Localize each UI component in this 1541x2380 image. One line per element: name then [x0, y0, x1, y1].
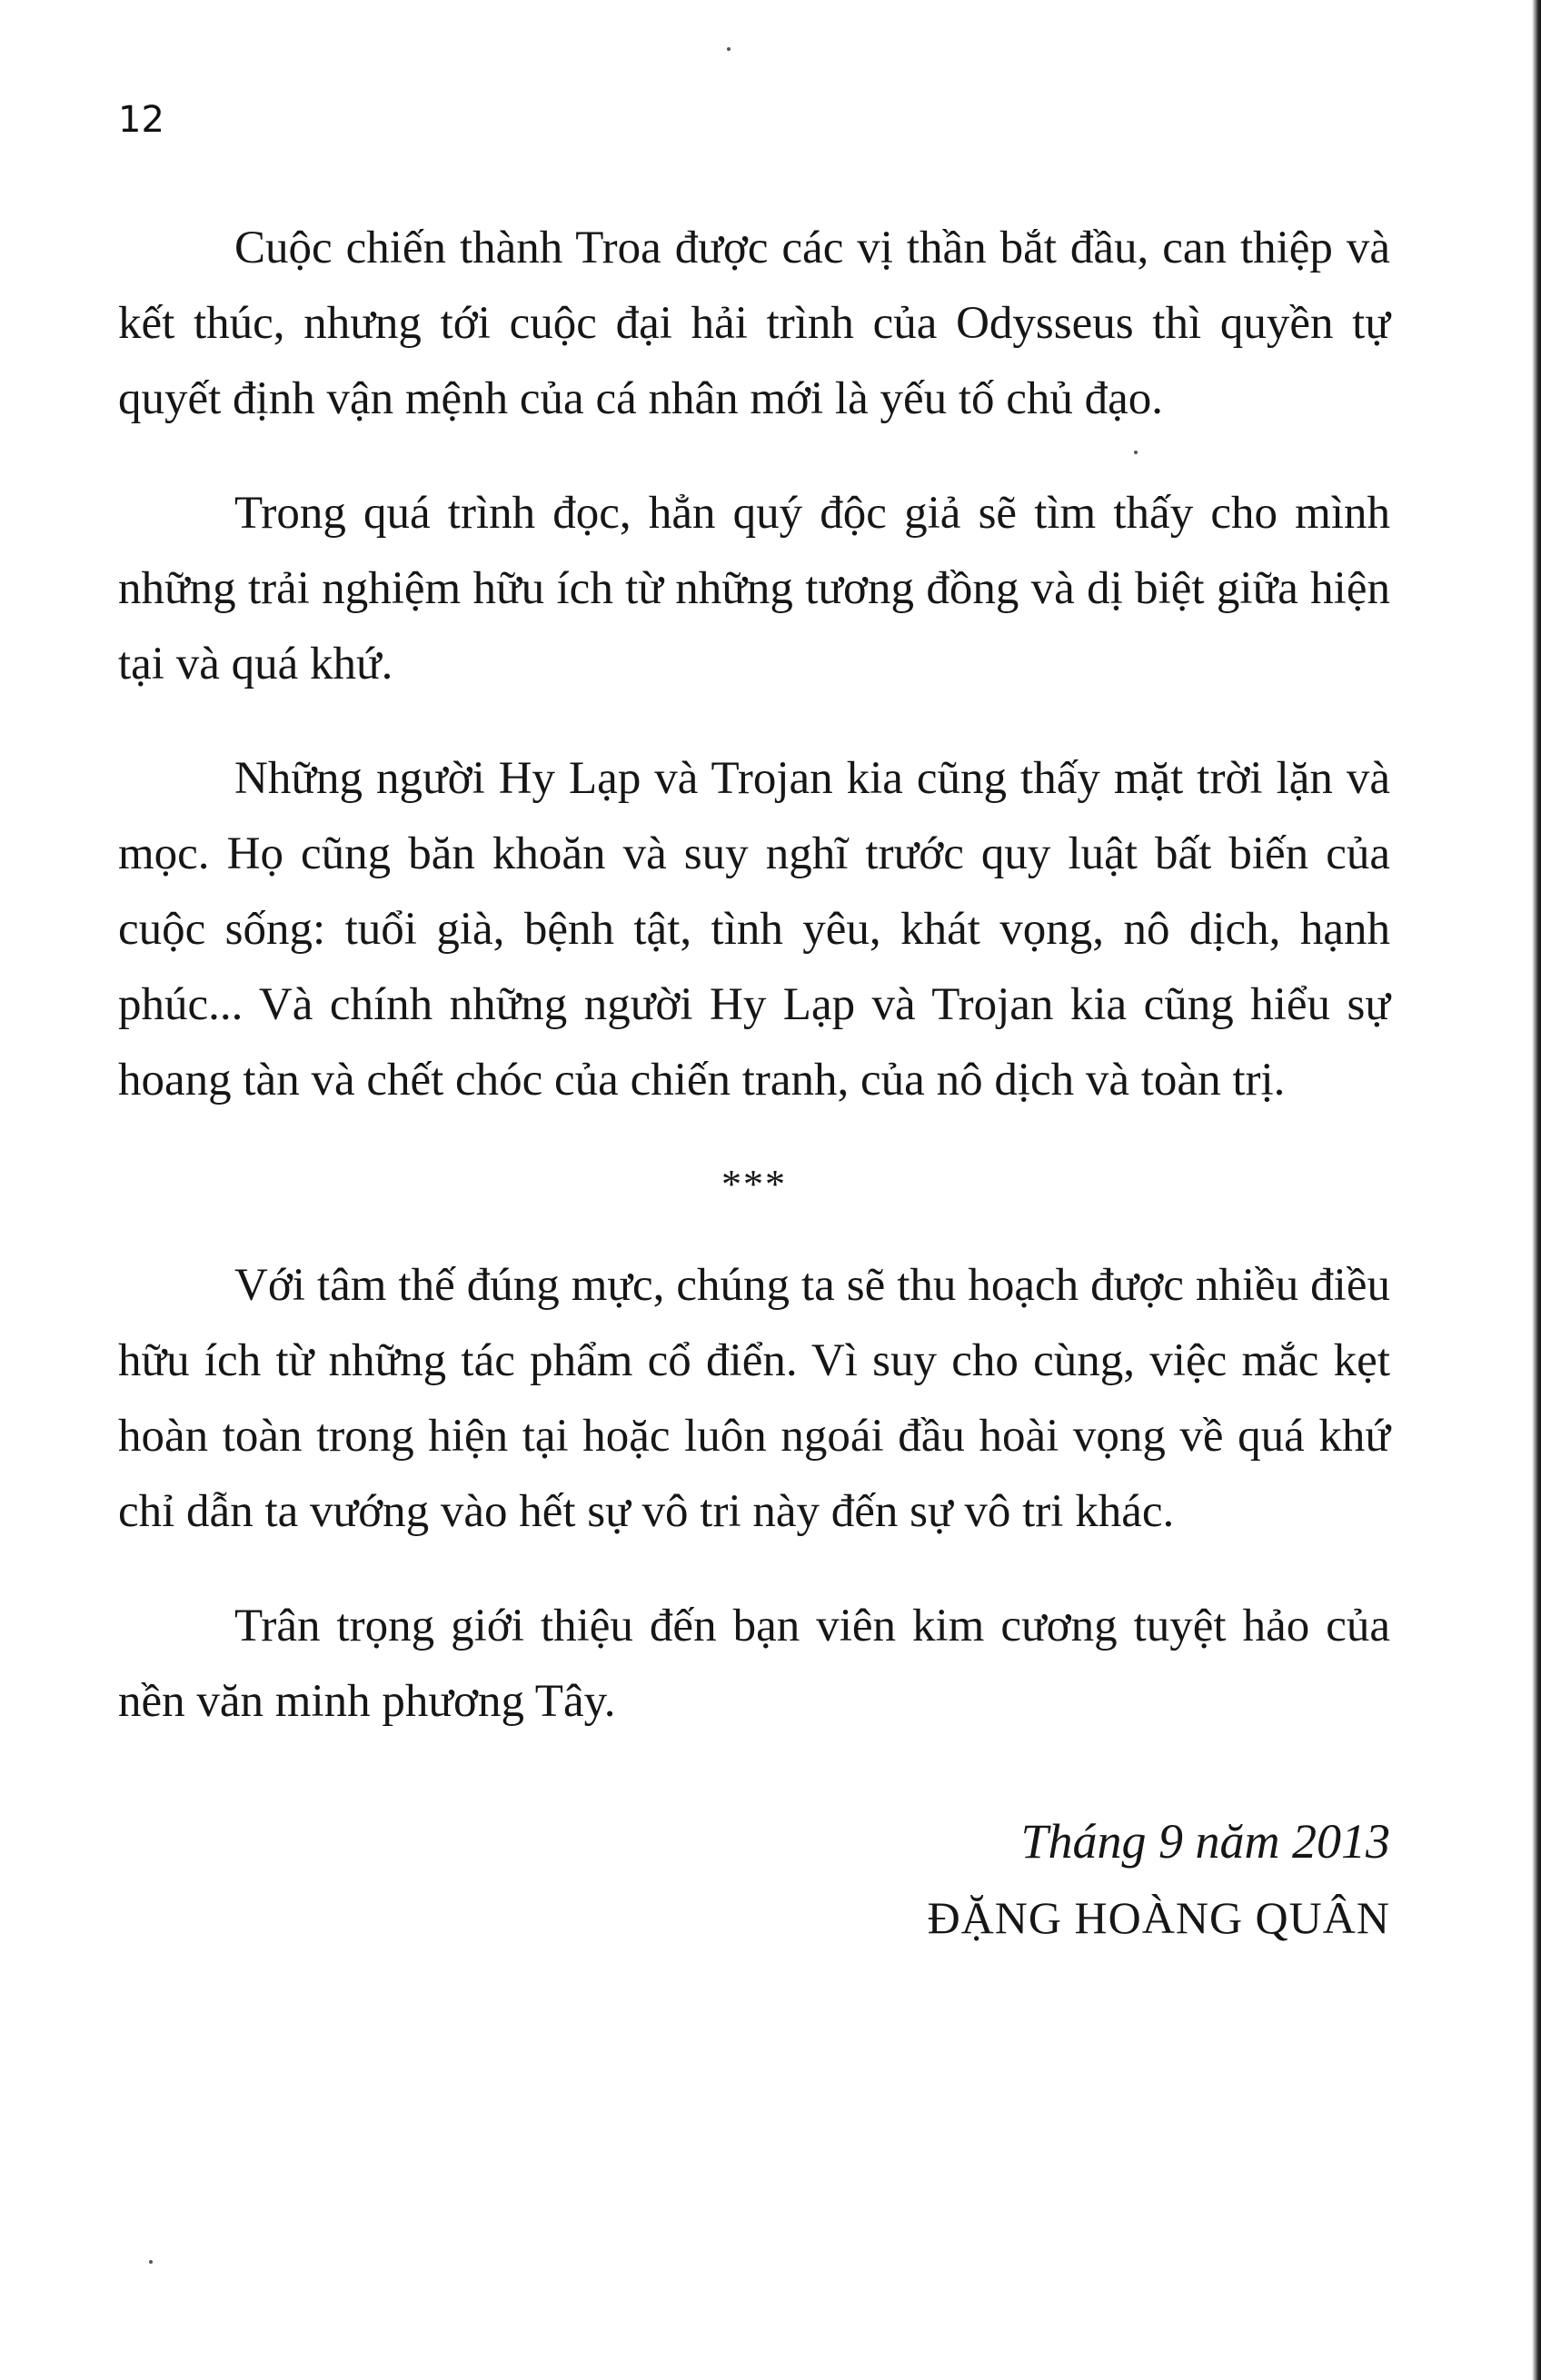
- paragraph: Những người Hy Lạp và Trojan kia cũng thấy mặt trời lặn và mọc. Họ cũng băn khoăn và suy nghĩ trước quy luật bất biến của cuộc sống: tuổi già, bệnh tật, tình yêu, khát vọng, nô dịch, hạnh phúc... Và chính những người Hy Lạp và Trojan kia cũng hiểu sự hoang tàn và chết chóc của chiến tranh, của nô dịch và toàn trị.: [118, 753, 1390, 1106]
- body-text: [118, 211, 1390, 1956]
- page-edge-shadow: [1532, 0, 1541, 2380]
- scan-speck: [149, 2260, 153, 2264]
- paragraph: Trong quá trình đọc, hẳn quý độc giả sẽ tìm thấy cho mình những trải nghiệm hữu ích từ những tương đồng và dị biệt giữa hiện tại và quá khứ.: [118, 488, 1390, 689]
- paragraph: Trân trọng giới thiệu đến bạn viên kim cương tuyệt hảo của nền văn minh phương Tây.: [118, 1601, 1390, 1727]
- paragraph: Cuộc chiến thành Troa được các vị thần bắt đầu, can thiệp và kết thúc, nhưng tới cuộc đại hải trình của Odysseus thì quyền tự quyết định vận mệnh của cá nhân mới là yếu tố chủ đạo.: [118, 223, 1390, 424]
- paragraph: Với tâm thế đúng mực, chúng ta sẽ thu hoạch được nhiều điều hữu ích từ những tác phẩm cổ điển. Vì suy cho cùng, việc mắc kẹt hoàn toàn trong hiện tại hoặc luôn ngoái đầu hoài vọng về quá khứ chỉ dẫn ta vướng vào hết sự vô tri này đến sự vô tri khác.: [118, 1260, 1390, 1537]
- signature-date: Tháng 9 năm 2013: [1020, 1814, 1390, 1869]
- scan-speck: [727, 47, 731, 51]
- signature-block: [118, 1803, 1390, 1956]
- section-separator: ***: [721, 1162, 787, 1206]
- signature-author: ĐẶNG HOÀNG QUÂN: [927, 1892, 1390, 1943]
- page-number: 12: [118, 99, 164, 141]
